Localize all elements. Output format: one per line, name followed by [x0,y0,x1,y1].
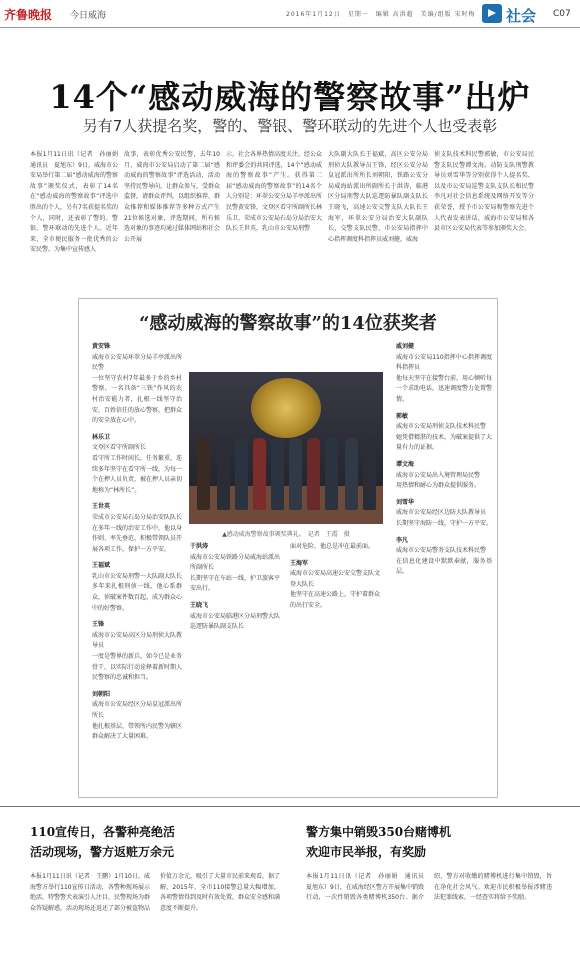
winner-story: 一度是警界的新兵，如今已是业务骨干，以实际行动诠释着新时期人民警察的忠诚和担当。 [92,653,183,682]
feature-title: “感动威海的警察故事”的14位获奖者 [139,313,437,334]
story2-title-2: 活动现场，警方返赃万余元 [30,845,175,859]
winner-unit: 威海市公安局刑侦支队技术科民警 [396,423,487,431]
winner-name: 王晓飞 [190,601,209,609]
winner-name: 刘雪华 [396,498,415,506]
winner-entry [92,690,182,743]
winner-name: 黄安锋 [92,343,111,350]
winner-name: 王福斌 [92,562,111,570]
winner-story: 她凭借精湛的技术，为破案提供了大量有力的证据。 [396,433,493,452]
winner-entry [92,561,182,614]
police-emblem-icon [251,378,321,438]
date-line: 2016年1月12日 星期一 编辑 高洪超 美编/组版 宋时梅 [286,11,476,18]
winner-story: 他扎根基层，带领所内民警为辖区群众解决了大量困难。 [92,722,183,741]
winner-name: 王锋 [92,621,105,629]
story3-title-2: 欢迎市民举报，有奖励 [306,845,427,859]
winner-name: 刘朝阳 [92,690,111,698]
winner-entry [396,412,492,454]
winner-entry [396,498,492,530]
winner-name: 王世英 [92,503,111,511]
winner-unit: 威海市公安局环翠分局羊亭派出所民警 [92,353,183,372]
winner-name: 威刘健 [396,343,415,350]
winner-story: 他每天坚守在接警台前，用心倾听每一个求助电话，迅速调度警力处置警情。 [396,374,493,403]
winner-unit: 威海市公安局出入境管理局民警 [396,471,481,479]
edition-name: 今日威海 [70,11,107,21]
winner-story: 在多年一线的治安工作中，他以身作则、率先垂范，积极带领队员开展各项工作，保护一方平安。 [92,524,183,553]
divider [0,806,580,807]
winner-story: 一位坚守农村7年最多于乡的乡村警察，一名具备“三铁”作风的农村治安能力者，扎根一线坚守治安，百姓信任的放心警察，把群众的安全放在心中。 [92,374,183,425]
winner-unit: 威海市公安局经区边防大队教导员 [396,509,487,517]
main-headline: 14个“感动威海的警察故事”出炉 [49,78,531,116]
article-column-5: 侦支队技术科民警郭敏，市公安局民警支队民警谭文海。动防支队刑警教导员刘雪华等分别获得个人提名奖，以及市公安局巡警支队支队长和民警李凡对社会信息系统及网络开发等分获荣誉，授予市公安局和警察先进个人代表发表讲话，威海市公安局和各县市区公安局代表等参加颁奖大会。 [434,151,534,233]
story2-title-1: 110宣传日，各警种亮绝活 [30,825,176,839]
winner-story: 长期坚守在车站一线，护卫旅客平安出行。 [190,574,281,593]
ceremony-photo [189,372,383,524]
winner-entry [396,536,492,578]
article-column-2: 故事，表彰优秀公安民警，去年10月，威海市公安局启动了第二届“感动威海的警察故事”评选活动，活动坚持民警导向，让群众参与，受群众监督，请群众评判，以组织推荐、群众推荐和媒体推荐等多种方式产生21位候选对象，评选期间，所有候选对象的事迹均通过媒体网站和社会公开展 [124,151,221,243]
winner-unit: 威海市公安局警务支队技术科民警 [396,547,487,555]
winner-story: 他坚守在高速公路上，守护着群众的出行安全。 [290,591,381,609]
winner-name: 王海军 [290,559,309,567]
winner-name: 李凡 [396,536,409,544]
page-number: C07 [553,9,571,19]
winners-middle-column [190,542,380,794]
winner-unit: 乳山市公安局刑警一大队副大队长 [92,572,183,580]
winner-story: 看守所工作时间长，任务繁重，连续多年坚守在看守所一线，为每一个在押人员负责，被在押人员亲切地称为“林所长”。 [92,454,183,494]
winner-unit: 荣成市公安局石岛分局治安队队长 [92,513,183,521]
winner-entry [396,342,492,406]
winners-right-column [396,342,492,794]
winner-entry [92,433,182,497]
winner-name: 郭敏 [396,412,409,420]
winner-story: 多年来扎根刑侦一线，他心系群众，侦破案件数百起，成为群众心中的好警察。 [92,583,183,612]
section-arrow-icon [482,4,502,23]
winner-unit: 威海市公安局经区分局皇冠派出所所长 [92,701,183,719]
winner-entry [190,542,280,595]
winner-unit: 威海市公安局高速公安交警支队文登大队长 [290,570,381,588]
winner-story: 长期坚守海防一线，守护一方平安。 [396,519,493,527]
winner-unit: 威海市公安局铁路分局威海站派出所副所长 [190,553,281,572]
photo-caption: ▲感动威海警察故事颁奖典礼。 记者 王霞 摄 [222,531,350,538]
winner-unit: 威海市公安局临港区分局刑警大队巡逻防暴队副支队长 [190,612,281,631]
winner-name: 谭文海 [396,460,415,468]
winner-entry [92,502,182,555]
winner-story: 面对危险，他总是冲在最前面。 [290,543,375,550]
winner-story: 用热情和耐心为群众提供服务。 [396,482,481,490]
sub-headline: 另有7人获提名奖，警的、警银、警环联动的先进个人也受表彰 [82,117,498,135]
winners-left-column [92,342,182,794]
winner-unit: 威海市公安局高区分局刑侦大队教导员 [92,631,183,650]
story3-body: 本报1月11日讯（记者 孙丽娟 通讯员 夏旭东）9日，在威海经区警方开展集中销毁行动，一次性销毁各类赌博机350台。据介绍，警方对收缴的赌博机进行集中销毁，旨在净化社会风气。欢迎市民积极举报涉赌违法犯罪线索，一经查实将给予奖励。 [306,873,552,902]
newspaper-brand: 齐鲁晚报 [4,8,53,22]
winner-name: 于洪涛 [190,543,209,550]
story2-body: 本报1月11日讯（记者 王鹏）1月10日，威海警方举行110宣传日活动，各警种现场展示绝活，特警警犬表演引人注目，民警现场为群众答疑解惑，活动现场还返还了部分被盗物品价值万余元，吸引了大量市民前来观看。据了解，2015年，全市110接警总量大幅增加，各项警情得到及时有效处置，群众安全感和满意度不断提升。 [30,873,281,912]
winner-entry [92,342,182,427]
winner-entry [92,620,182,684]
article-column-3: 示，社会各界热情高度关注，经公众和评委会的共同评选，14个“感动威海的警察故事”产生。获得第二届“感动威海的警察故事”的14名个人分别是：环翠公安分局羊亭派出所民警黄安锋，文登区看守所副所长林乐卫，荣成市公安局石岛分局治安大队长王世英，乳山市公安局刑警 [226,151,323,233]
winner-story: 在信息化建设中默默奉献，服务基层。 [396,557,492,576]
winner-unit: 威海市公安局110指挥中心指挥调度科指挥员 [396,353,492,372]
article-column-1: 本报1月11日讯（记者 孙丽娟 通讯员 夏旭东）9日，威海市公安局举行第二届“感动威海的警察故事”颁奖仪式，表彰了14名在“感动威海的警察故事”评选中胜出的个人，另有7名获提名奖的个人，同时，还表彰了警的、警银、警环联动的先进个人。近年来，全市便民服务一批优秀的公安民警，为集中宣传感人 [30,151,125,254]
winner-entry [290,559,380,612]
winner-name: 林乐卫 [92,433,111,441]
section-title: 社会 [506,7,537,25]
winner-entry [396,460,492,492]
winner-unit: 文登区看守所副所长 [92,444,147,452]
article-column-4: 大队副大队长王福斌，高区公安分局刑侦大队教导员王锋，经区公安分局皇冠派出所所长刘朝阳，铁路公安分局威海站派出所副所长于洪涛，临港区分局刑警大队巡逻防暴队副支队长王晓飞，高速公安交警支队大队长王海军，环翠公安分局治安大队副队长，交警支队民警，市公安局指挥中心指挥调度科指挥员威刘健，威海 [328,151,428,243]
page-header [0,0,580,28]
story3-title-1: 警方集中销毁350台赌博机 [306,825,452,839]
